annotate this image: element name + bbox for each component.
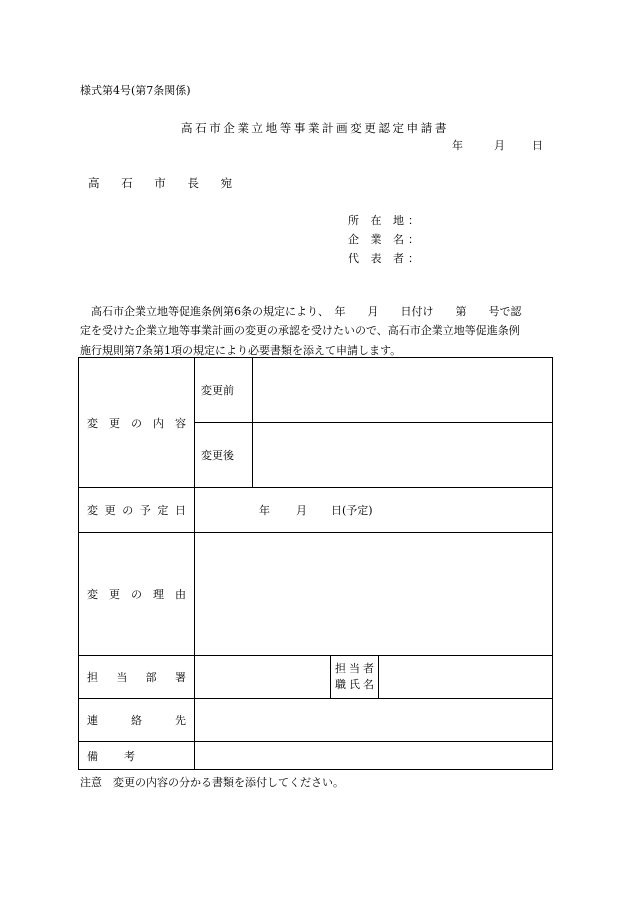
date-month-label: 月: [494, 139, 505, 152]
statement-line: 高石市企業立地等促進条例第6条の規定により、 年 月 日付け 第 号で認: [91, 305, 522, 318]
document-title: 高石市企業立地等事業計画変更認定申請書: [181, 121, 449, 135]
reason-label: 変 更 の 理 由: [79, 533, 195, 656]
after-change-field[interactable]: [253, 423, 553, 488]
note: 注意 変更の内容の分かる書類を添付してください。: [80, 776, 344, 789]
address-label: 所 在 地：: [348, 214, 423, 227]
addressee: 高 石 市 長 宛: [88, 176, 242, 190]
contact-field[interactable]: [195, 699, 553, 742]
change-content-label: 変 更 の 内 容: [79, 358, 195, 488]
after-change-label: 変更後: [195, 423, 253, 488]
representative-label: 代 表 者：: [348, 252, 423, 265]
planned-date-label: 変 更 の 予 定 日: [79, 488, 195, 533]
planned-date-field[interactable]: [195, 488, 553, 533]
statement-line: 施行規則第7条第1項の規定により必要書類を添えて申請します。: [80, 343, 402, 357]
department-field[interactable]: [195, 656, 331, 699]
person-in-charge-label: 担当者 職氏名: [331, 656, 379, 699]
planned-year-label: 年: [259, 504, 270, 517]
reason-field[interactable]: [195, 533, 553, 656]
contact-label: 連 絡 先: [79, 699, 195, 742]
application-statement: [80, 302, 552, 360]
form-code: 様式第4号(第7条関係): [80, 84, 191, 97]
planned-day-label: 日(予定): [331, 504, 373, 517]
before-change-field[interactable]: [253, 358, 553, 423]
application-form-table: [78, 357, 553, 770]
remarks-field[interactable]: [195, 742, 553, 770]
before-change-label: 変更前: [195, 358, 253, 423]
date-year-label: 年: [452, 139, 463, 152]
date-day-label: 日: [532, 139, 543, 152]
remarks-label: 備 考: [79, 742, 195, 770]
department-label: 担 当 部 署: [79, 656, 195, 699]
company-label: 企 業 名：: [348, 233, 423, 246]
person-in-charge-field[interactable]: [379, 656, 553, 699]
planned-month-label: 月: [296, 504, 307, 517]
statement-line: 定を受けた企業立地等事業計画の変更の承認を受けたいので、高石市企業立地等促進条例: [80, 324, 520, 338]
